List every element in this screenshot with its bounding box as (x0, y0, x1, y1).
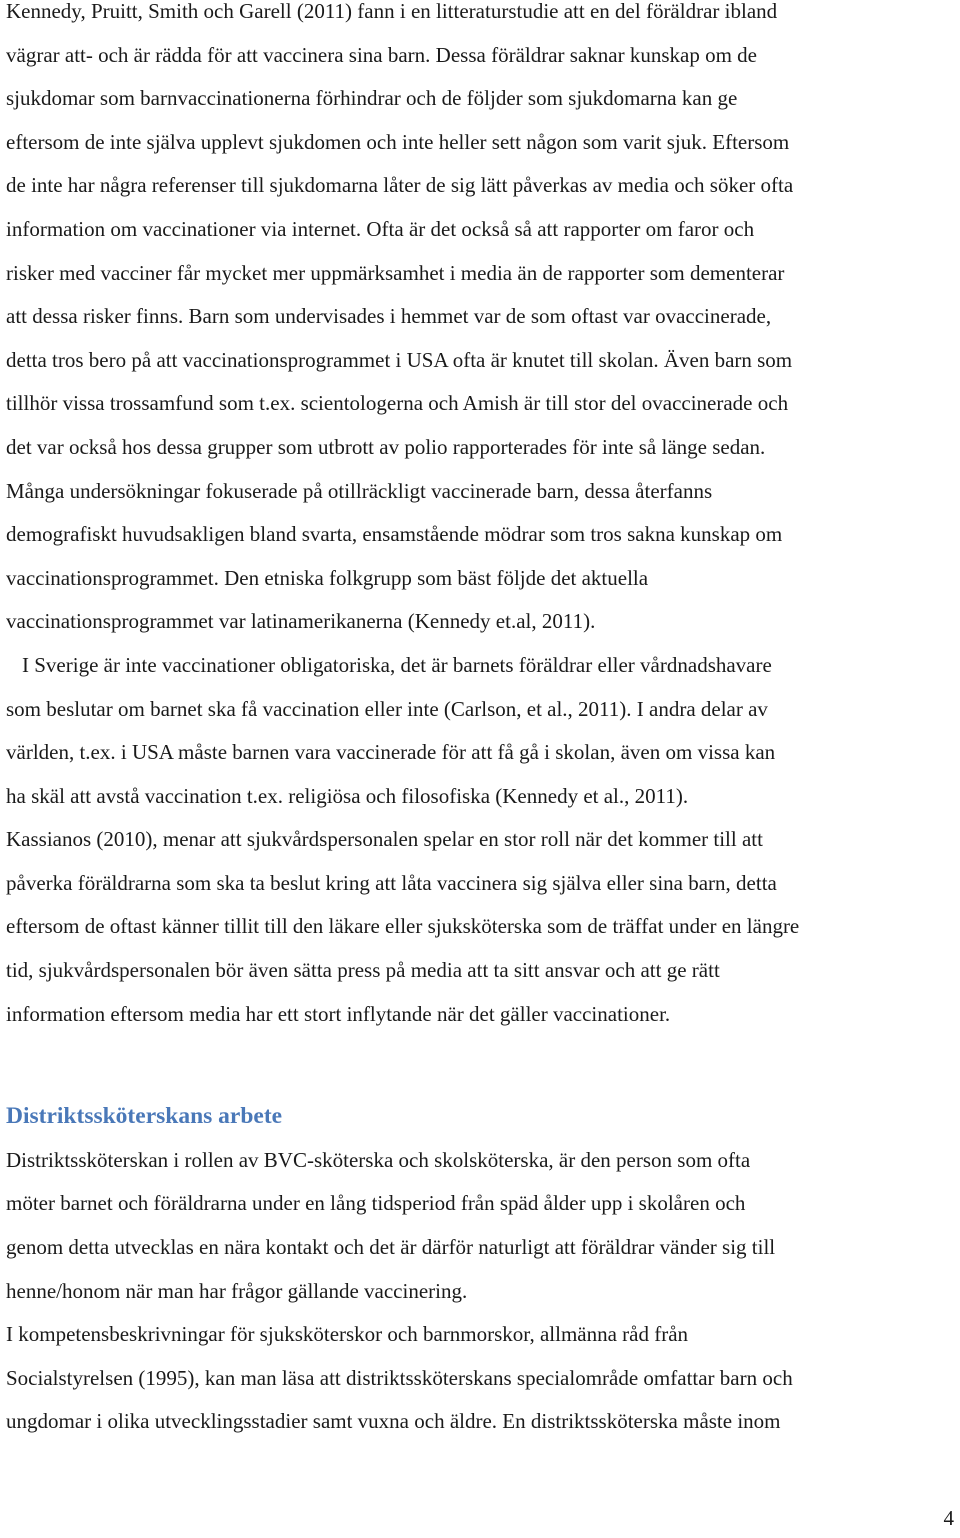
text-line: sjukdomar som barnvaccinationerna förhindrar och de följder som sjukdomarna kan ge (6, 86, 738, 111)
text-line: I Sverige är inte vaccinationer obligatoriska, det är barnets föräldrar eller vårdnadshavare (22, 652, 772, 677)
text-line: detta tros bero på att vaccinationsprogrammet i USA ofta är knutet till skolan. Även barn som (6, 347, 793, 372)
text-line: världen, t.ex. i USA måste barnen vara vaccinerade för att få gå i skolan, även om vissa kan (6, 740, 776, 765)
text-line: I kompetensbeskrivningar för sjuksköterskor och barnmorskor, allmänna råd från (6, 1322, 689, 1347)
text-line: Distriktssköterskan i rollen av BVC-sköterska och skolsköterska, är den person som ofta (6, 1147, 751, 1172)
document-page (6, 0, 960, 1444)
text-line: ha skäl att avstå vaccination t.ex. religiösa och filosofiska (Kennedy et al., 2011). (6, 783, 689, 808)
text-line: vaccinationsprogrammet. Den etniska folkgrupp som bäst följde det aktuella (6, 565, 649, 590)
text-line: påverka föräldrarna som ska ta beslut kring att låta vaccinera sig själva eller sina barn, detta (6, 870, 777, 895)
text-line: Kassianos (2010), menar att sjukvårdspersonalen spelar en stor roll när det kommer till att (6, 827, 763, 852)
text-line: möter barnet och föräldrarna under en lång tidsperiod från späd ålder upp i skolåren och (6, 1191, 746, 1216)
text-line: att dessa risker finns. Barn som undervisades i hemmet var de som oftast var ovaccinerade, (6, 304, 772, 329)
text-line: de inte har några referenser till sjukdomarna låter de sig lätt påverkas av media och söker ofta (6, 173, 794, 198)
paragraph-2 (6, 644, 960, 818)
paragraph-5 (6, 1313, 960, 1444)
section-spacer (6, 1036, 960, 1095)
paragraph-1 (6, 0, 960, 644)
text-line: Många undersökningar fokuserade på otillräckligt vaccinerade barn, dessa återfanns (6, 478, 713, 503)
text-line: eftersom de oftast känner tillit till den läkare eller sjuksköterska som de träffat under en längre (6, 914, 800, 939)
page-number: 4 (943, 1506, 954, 1530)
paragraph-4 (6, 1139, 960, 1313)
text-line: vaccinationsprogrammet var latinamerikanerna (Kennedy et.al, 2011). (6, 609, 596, 634)
text-line: information eftersom media har ett stort inflytande när det gäller vaccinationer. (6, 1001, 671, 1026)
text-line: henne/honom när man har frågor gällande vaccinering. (6, 1278, 468, 1303)
text-line: eftersom de inte själva upplevt sjukdomen och inte heller sett någon som varit sjuk. Eftersom (6, 129, 790, 154)
text-line: som beslutar om barnet ska få vaccination eller inte (Carlson, et al., 2011). I andra delar av (6, 696, 768, 721)
text-line: ungdomar i olika utvecklingsstadier samt vuxna och äldre. En distriktssköterska måste inom (6, 1409, 781, 1434)
text-line: vägrar att- och är rädda för att vaccinera sina barn. Dessa föräldrar saknar kunskap om de (6, 42, 757, 67)
text-line: genom detta utvecklas en nära kontakt och det är därför naturligt att föräldrar vänder sig till (6, 1235, 776, 1260)
text-line: information om vaccinationer via internet. Ofta är det också så att rapporter om faror och (6, 216, 755, 241)
text-line: tid, sjukvårdspersonalen bör även sätta press på media att ta sitt ansvar och att ge rätt (6, 958, 720, 983)
paragraph-3 (6, 818, 960, 1036)
text-line: Socialstyrelsen (1995), kan man läsa att distriktssköterskans specialområde omfattar barn och (6, 1365, 793, 1390)
text-line: det var också hos dessa grupper som utbrott av polio rapporterades för inte så länge sedan. (6, 434, 766, 459)
section-heading: Distriktssköterskans arbete (6, 1103, 283, 1130)
text-line: tillhör vissa trossamfund som t.ex. scientologerna och Amish är till stor del ovaccinerade och (6, 391, 789, 416)
text-line: demografiskt huvudsakligen bland svarta, ensamstående mödrar som tros sakna kunskap om (6, 522, 783, 547)
text-line: risker med vacciner får mycket mer uppmärksamhet i media än de rapporter som dementerar (6, 260, 785, 285)
text-line: Kennedy, Pruitt, Smith och Garell (2011) fann i en litteraturstudie att en del föräldrar ibland (6, 0, 778, 23)
